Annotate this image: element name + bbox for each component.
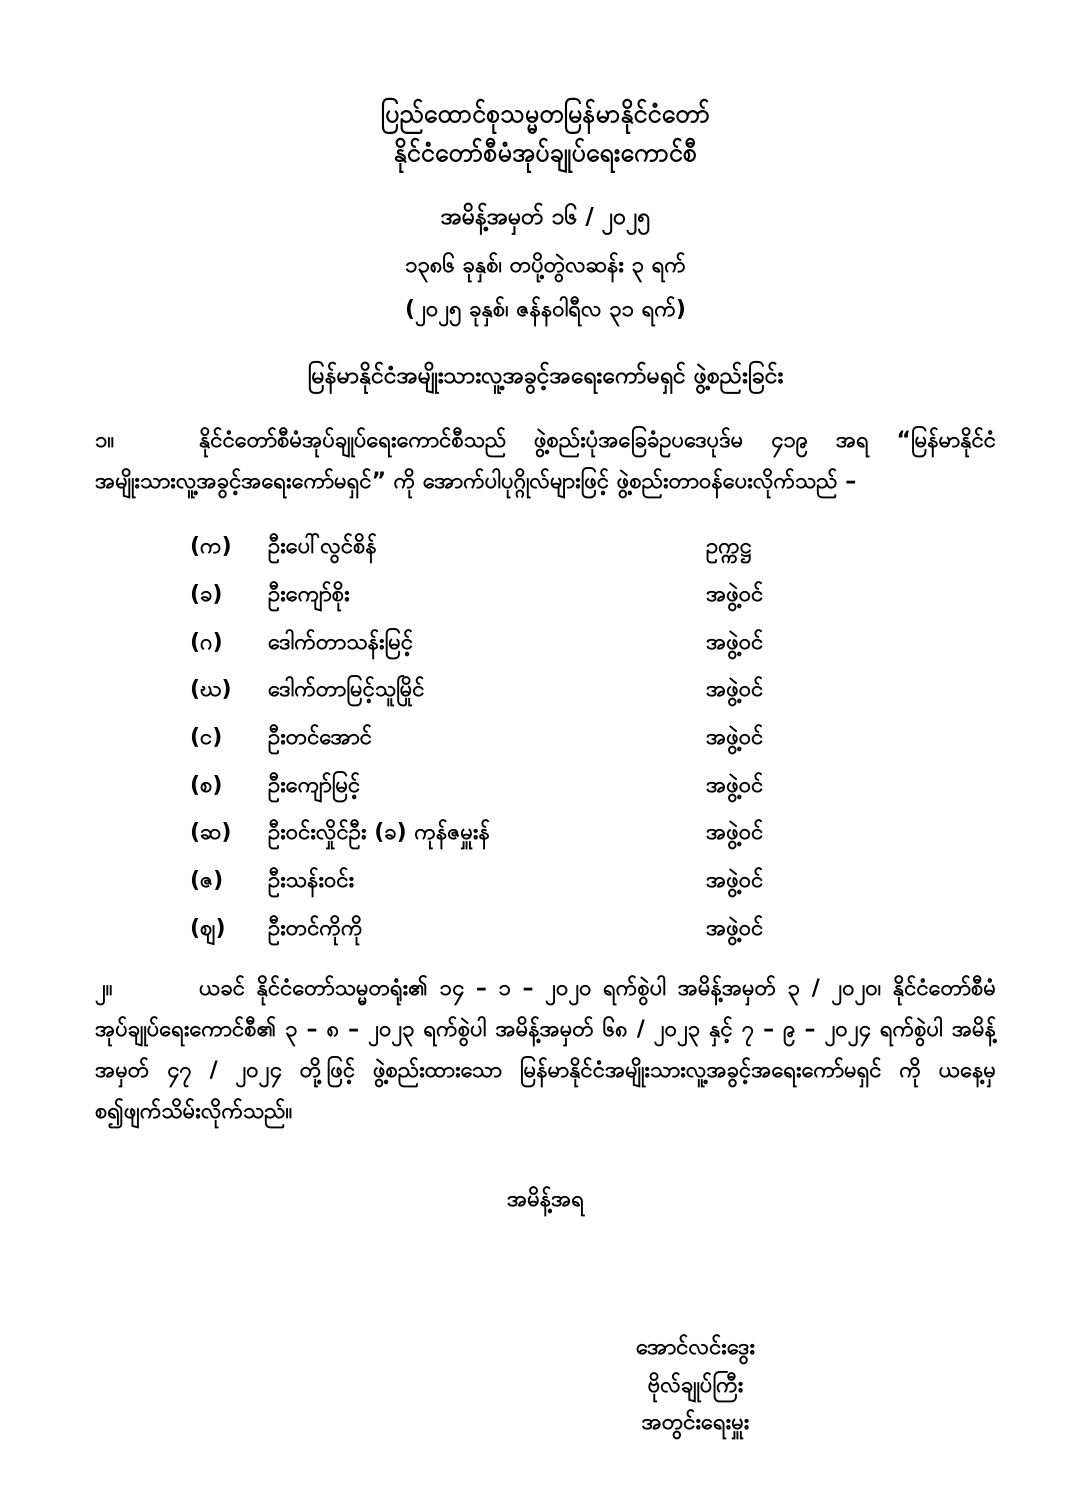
list-item <box>190 818 906 848</box>
member-name: ဦးဝင်းလှိုင်ဦး (ခ) ကုန်ဇမှူးန် <box>268 820 490 846</box>
document-title: မြန်မာနိုင်ငံအမျိုးသားလူ့အခွင့်အရေးကော်မရှင် ဖွဲ့စည်းခြင်း <box>307 363 784 390</box>
paragraph-1 <box>95 421 996 502</box>
member-index: (စ) <box>190 772 223 798</box>
list-item <box>190 723 906 753</box>
member-index: (ဇ) <box>190 868 224 894</box>
paragraph-1-number: ၁။ <box>95 427 115 453</box>
list-item <box>190 628 906 658</box>
member-name: ဦးပေါ်လွင်စိန် <box>268 534 377 560</box>
document-header <box>95 95 996 173</box>
list-item <box>190 914 906 944</box>
member-role: အဖွဲ့ဝင် <box>706 868 764 894</box>
order-number: အမိန့်အမှတ် ၁၆ / ၂၀၂၅ <box>440 203 651 230</box>
member-role: အဖွဲ့ဝင် <box>706 915 764 941</box>
member-name: ဦးတင်ကိုကို <box>268 915 363 941</box>
signature-block <box>95 1329 996 1441</box>
member-name: ဦးသန်းဝင်း <box>268 868 355 894</box>
member-name: ဦးတင်အောင် <box>268 725 372 750</box>
paragraph-2-number: ၂။ <box>95 976 113 1002</box>
date-gregorian: (၂၀၂၅ ခုနှစ်၊ ဇန်နဝါရီလ ၃၁ ရက်) <box>405 296 686 322</box>
paragraph-2-text: ယခင် နိုင်ငံတော်သမ္မတရုံး၏ ၁၄ – ၁ – ၂၀၂၀ ရက်စွဲပါ အမိန့်အမှတ် ၃ / ၂၀၂၀၊ နိုင်ငံတော်စီမံအုပ်ချုပ်ရေးကောင်စီ၏ ၃ – ၈ – ၂၀၂၃ ရက်စွဲပါ အမိန့်အမှတ် ၆၈ / ၂၀၂၃ နှင့် ၇ – ၉ – ၂၀၂၄ ရက်စွဲပါ အမိန့်အမှတ် ၄၇ / ၂၀၂၄ တို့ဖြင့် ဖွဲ့စည်းထားသော မြန်မာနိုင်ငံအမျိုးသားလူ့အခွင့်အရေးကော်မရှင် ကို ယနေ့မှစ၍ဖျက်သိမ်းလိုက်သည်။ <box>95 976 996 1124</box>
list-item <box>190 580 906 610</box>
member-name: ဦးကျော်စိုး <box>268 581 350 607</box>
header-line-1: ပြည်ထောင်စုသမ္မတမြန်မာနိုင်ငံတော် <box>380 99 711 128</box>
member-index: (ဂ) <box>190 629 223 655</box>
member-role: အဖွဲ့ဝင် <box>706 820 764 846</box>
signature-name: အောင်လင်းဒွေး <box>635 1335 756 1361</box>
member-role: အဖွဲ့ဝင် <box>706 581 764 607</box>
member-name: ဦးကျော်မြင့် <box>268 772 361 798</box>
member-name: ဒေါက်တာမြင့်သူမြိုင် <box>268 677 425 703</box>
list-item <box>190 866 906 896</box>
list-item <box>190 771 906 801</box>
date-myanmar: ၁၃၈၆ ခုနှစ်၊ တပို့တွဲလဆန်း ၃ ရက် <box>405 253 686 279</box>
member-index: (ခ) <box>190 581 223 607</box>
paragraph-2 <box>95 969 996 1132</box>
list-item <box>190 532 906 562</box>
member-role: အဖွဲ့ဝင် <box>706 725 764 750</box>
member-role: ဥက္ကဋ္ဌ <box>706 534 752 560</box>
list-item <box>190 675 906 705</box>
paragraph-1-text: နိုင်ငံတော်စီမံအုပ်ချုပ်ရေးကောင်စီသည် ဖွဲ့စည်းပုံအခြေခံဥပဒေပုဒ်မ ၄၁၉ အရ “မြန်မာနိုင်ငံအမျိုးသားလူ့အခွင့်အရေးကော်မရှင်” ကို အောက်ပါပုဂ္ဂိုလ်များဖြင့် ဖွဲ့စည်းတာဝန်ပေးလိုက်သည် – <box>95 427 996 494</box>
signoff-text: အမိန့်အရ <box>507 1187 584 1213</box>
member-name: ဒေါက်တာသန်းမြင့် <box>268 629 414 655</box>
header-line-2: နိုင်ငံတော်စီမံအုပ်ချုပ်ရေးကောင်စီ <box>393 137 698 167</box>
member-index: (ဃ) <box>190 677 232 703</box>
member-role: အဖွဲ့ဝင် <box>706 677 764 703</box>
member-role: အဖွဲ့ဝင် <box>706 629 764 655</box>
member-index: (ဈ) <box>190 915 226 941</box>
signature-rank: ဗိုလ်ချုပ်ကြီး <box>647 1372 744 1398</box>
member-list <box>190 532 906 943</box>
signature-position: အတွင်းရေးမှူး <box>641 1409 750 1435</box>
member-index: (ဆ) <box>190 820 232 846</box>
member-index: (က) <box>190 534 232 560</box>
member-role: အဖွဲ့ဝင် <box>706 772 764 798</box>
member-index: (င) <box>190 725 223 750</box>
